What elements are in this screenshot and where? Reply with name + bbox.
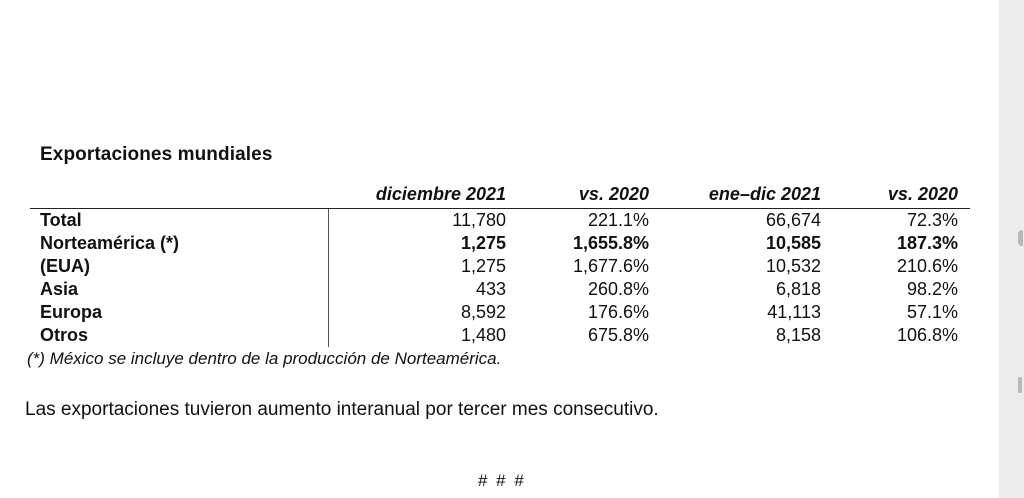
row-label: Total <box>40 210 82 230</box>
page-edge-marker <box>1018 377 1022 393</box>
table-row <box>30 324 970 347</box>
table-body <box>30 209 970 347</box>
cell-value: 1,655.8% <box>572 233 649 253</box>
page-edge-marker <box>1018 230 1023 246</box>
cell-value: 260.8% <box>587 279 649 299</box>
cell-value: 41,113 <box>767 302 821 322</box>
section-title: Exportaciones mundiales <box>40 144 273 165</box>
header-dec-2021: diciembre 2021 <box>375 184 506 204</box>
row-label: Norteamérica (*) <box>40 233 180 253</box>
cell-value: 57.1% <box>906 302 958 322</box>
cell-value: 675.8% <box>587 325 649 345</box>
cell-value: 10,585 <box>765 233 821 253</box>
cell-value: 221.1% <box>587 210 649 230</box>
row-label: Asia <box>40 279 79 299</box>
cell-value: 1,480 <box>460 325 506 345</box>
table-row <box>30 209 970 232</box>
scroll-gutter[interactable] <box>999 0 1024 498</box>
end-mark: # # # <box>478 471 526 490</box>
row-label: Otros <box>40 325 89 345</box>
cell-value: 1,677.6% <box>572 256 649 276</box>
table-row <box>30 301 970 324</box>
row-label: (EUA) <box>40 256 90 276</box>
header-jan-dec-2021: ene–dic 2021 <box>708 184 821 204</box>
cell-value: 106.8% <box>896 325 958 345</box>
table-row <box>30 232 970 255</box>
table-row <box>30 255 970 278</box>
cell-value: 8,158 <box>775 325 821 345</box>
cell-value: 1,275 <box>460 256 506 276</box>
table-header <box>30 182 970 209</box>
exports-table <box>30 182 970 347</box>
header-vs-2020-month: vs. 2020 <box>578 184 649 204</box>
cell-value: 433 <box>475 279 506 299</box>
cell-value: 8,592 <box>460 302 506 322</box>
cell-value: 98.2% <box>906 279 958 299</box>
header-vs-2020-year: vs. 2020 <box>887 184 958 204</box>
cell-value: 6,818 <box>775 279 821 299</box>
cell-value: 11,780 <box>452 210 506 230</box>
cell-value: 10,532 <box>765 256 821 276</box>
cell-value: 210.6% <box>896 256 958 276</box>
cell-value: 66,674 <box>765 210 821 230</box>
cell-value: 1,275 <box>460 233 506 253</box>
table-footnote: (*) México se incluye dentro de la producción de Norteamérica. <box>27 349 502 368</box>
row-label: Europa <box>40 302 103 322</box>
cell-value: 187.3% <box>896 233 958 253</box>
cell-value: 176.6% <box>587 302 649 322</box>
table-row <box>30 278 970 301</box>
body-paragraph: Las exportaciones tuvieron aumento interanual por tercer mes consecutivo. <box>25 399 659 420</box>
cell-value: 72.3% <box>906 210 958 230</box>
